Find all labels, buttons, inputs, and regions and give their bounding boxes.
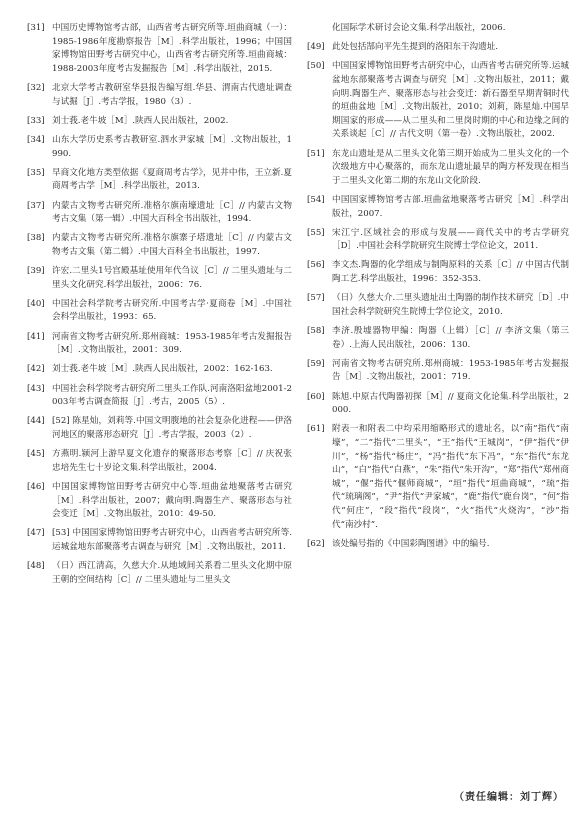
reference-text: 化国际学术研讨会论文集.科学出版社，2006. — [332, 23, 506, 33]
reference-number: [51] — [307, 148, 325, 159]
reference-item — [27, 200, 292, 227]
reference-text: 李文杰.陶器的化学组成与制陶原料的关系［C］// 中国古代制陶工艺.科学出版社，1996：352-353. — [332, 260, 569, 285]
reference-number: [58] — [307, 326, 325, 337]
reference-number: [46] — [27, 481, 45, 492]
reference-text: [52] 陈星灿，刘莉等.中国文明腹地的社会复杂化进程——伊洛河地区的聚落形态研究［J］.考古学报，2003（2）. — [52, 416, 292, 440]
reference-number: [31] — [27, 23, 45, 33]
reference-text: 刘士莪.老牛坡［M］.陕西人民出版社，2002. — [52, 115, 229, 126]
right-column — [307, 22, 569, 557]
reference-text: 河南省文物考古研究所.郑州商城：1953-1985年考古发掘报告［M］.文物出版社，2001：719. — [332, 358, 569, 383]
reference-text: 河南省文物考古研究所.郑州商城：1953-1985年考古发掘报告［M］.文物出版社，2001：309. — [52, 331, 292, 356]
reference-item — [307, 292, 569, 319]
reference-text: （日）久慈大介.二里头遗址出土陶器的制作技术研究［D］.中国社会科学院研究生院博士学位论文，2010. — [332, 293, 569, 317]
reference-text: 中国社会科学院考古研究所.中国考古学·夏商卷［M］.中国社会科学出版社，1993：65. — [52, 298, 292, 323]
reference-number: [39] — [27, 266, 45, 277]
reference-text: 早商文化地方类型依据《夏商周考古学》，见井中伟，王立新.夏商周考古学［M］.科学出版社，2013. — [52, 167, 292, 192]
reference-number: [60] — [307, 391, 325, 402]
reference-number: [37] — [27, 200, 45, 211]
reference-item — [307, 148, 569, 189]
reference-text: 中国国家博物馆田野考古研究中心等.垣曲盆地聚落考古研究［M］.科学出版社，2007；戴向明.陶器生产、聚落形态与社会变迁［M］.文物出版社，2010：49-50. — [52, 481, 292, 520]
reference-item — [27, 448, 292, 475]
reference-number: [45] — [27, 449, 45, 460]
reference-text: 内蒙古文物考古研究所.准格尔旗寨子塔遗址［C］// 内蒙古文物考古文集（第二辑）.中国大百科全书出版社，1997. — [52, 233, 292, 257]
reference-text: 李济.殷墟器物甲编：陶器（上辑）［C］// 李济文集（第三卷）.上海人民出版社，2006：130. — [332, 326, 569, 350]
reference-text: 山东大学历史系考古教研室.泗水尹家城［M］.文物出版社，1990. — [52, 134, 292, 159]
reference-item — [307, 41, 569, 55]
reference-number: [56] — [307, 260, 325, 271]
reference-number: [42] — [27, 364, 45, 375]
reference-text: 东龙山遗址是从二里头文化第三期开始成为二里头文化的一个次级地方中心聚落的，而东龙山遗址最早的陶方杯发现在相当于二里头文化第二期的东龙山文化阶段. — [332, 148, 569, 186]
reference-number: [32] — [27, 82, 45, 93]
reference-number: [62] — [307, 538, 325, 549]
reference-number: [33] — [27, 115, 45, 126]
reference-text: 刘士莪.老牛坡［M］.陕西人民出版社，2002：162-163. — [52, 364, 273, 375]
reference-text: 此处包括郜向平先生提到的洛阳东干沟遗址. — [332, 42, 499, 53]
reference-number: [54] — [307, 194, 325, 205]
reference-item — [27, 22, 292, 76]
reference-number: [44] — [27, 416, 45, 427]
reference-text: 陈旭.中原古代陶器初探［M］// 夏商文化论集.科学出版社，2000. — [332, 391, 569, 416]
editor-note: （责任编辑：刘丁辉） — [454, 792, 564, 803]
reference-text: 附表一和附表二中均采用缩略形式的遗址名，以“南”指代“南壕”，“二”指代“二里头”，“王”指代“王城岗”，“伊”指代“伊川”，“杨”指代“杨庄”，“冯”指代“东下冯”，“东”指代“东龙山”，“白”指代“白燕”，“朱”指代“朱开沟”，“郑”指代“郑州商城”，“偃”指代“偃师商城”，“垣”指代“垣曲商城”，“琉”指代“琉璃阁”，“尹”指代“尹家城”，“鹿”指代“鹿台岗”，“何”指代“何庄”，“段”指代“段岗”，“火”指代“火烧沟”，“沙”指代“南沙村”. — [332, 424, 569, 530]
reference-text: 方燕明.颍河上游早夏文化遗存的聚落形态考察［C］// 庆祝张忠培先生七十岁论文集.科学出版社，2004. — [52, 449, 292, 473]
reference-item — [307, 423, 569, 532]
reference-text: 中国历史博物馆考古部，山西省考古研究所等.垣曲商城（一）：1985-1986年度勘察报告［M］.科学出版社，1996；中国国家博物馆田野考古研究中心，山西省考古研究所等.垣曲商城：1988-2003年度考古发掘报告［M］.科学出版社，2015. — [52, 23, 292, 74]
reference-item — [27, 265, 292, 292]
reference-item — [27, 115, 292, 129]
reference-item — [27, 331, 292, 358]
reference-number: [41] — [27, 331, 45, 342]
reference-number: [59] — [307, 358, 325, 369]
reference-item — [27, 363, 292, 377]
reference-item — [27, 481, 292, 522]
reference-item — [307, 60, 569, 142]
reference-item — [27, 167, 292, 194]
reference-number: [35] — [27, 167, 45, 178]
reference-item — [27, 298, 292, 325]
reference-item — [307, 538, 569, 552]
reference-number: [34] — [27, 134, 45, 145]
reference-number: [43] — [27, 383, 45, 394]
reference-item — [27, 383, 292, 410]
reference-number: [48] — [27, 561, 45, 572]
reference-item — [307, 358, 569, 385]
reference-number: [55] — [307, 227, 325, 238]
reference-item — [27, 560, 292, 587]
reference-text: 内蒙古文物考古研究所.准格尔旗南壕遗址［C］// 内蒙古文物考古文集（第一辑）.中国大百科全书出版社，1994. — [52, 200, 292, 225]
reference-text: 中国国家博物馆田野考古研究中心，山西省考古研究所等.运城盆地东部聚落考古调查与研究［M］.文物出版社，2011；戴向明.陶器生产、聚落形态与社会变迁：新石器至早期青铜时代的垣曲盆地［M］.文物出版社，2010；刘莉，陈星灿.中国早期国家的形成——从二里头和二里岗时期的中心和边缘之间的关系谈起［C］// 古代文明（第一卷）.文物出版社，2002. — [332, 61, 569, 140]
reference-number: [40] — [27, 298, 45, 309]
reference-text: [53] 中国国家博物馆田野考古研究中心，山西省考古研究所等.运城盆地东部聚落考古调查与研究［M］.文物出版社，2011. — [52, 528, 292, 552]
reference-item — [27, 82, 292, 109]
reference-text: 北京大学考古教研室华县报告编写组.华县、渭南古代遗址调查与试掘［J］.考古学报，1980（3）. — [52, 82, 292, 107]
reference-item — [307, 391, 569, 418]
reference-item — [307, 259, 569, 286]
reference-text: 中国社会科学院考古研究所二里头工作队.河南洛阳盆地2001-2003年考古调查简报［J］.考古，2005（5）. — [52, 383, 292, 408]
reference-item — [307, 325, 569, 352]
reference-number: [50] — [307, 61, 325, 72]
reference-text: 许宏.二里头1号宫殿基址使用年代刍议［C］// 二里头遗址与二里头文化研究.科学出版社，2006：76. — [52, 266, 292, 290]
reference-item — [27, 415, 292, 442]
reference-item — [27, 134, 292, 161]
reference-number: [38] — [27, 233, 45, 244]
reference-number: [47] — [27, 528, 45, 539]
reference-text: （日）西江清高，久慈大介.从地域间关系看二里头文化期中原王朝的空间结构［C］// 二里头遗址与二里头文 — [52, 561, 292, 585]
reference-text: 宋江宁.区域社会的形成与发展——商代关中的考古学研究［D］.中国社会科学院研究生院博士学位论文，2011. — [332, 227, 569, 252]
reference-text: 该处编号指的《中国彩陶图谱》中的编号. — [332, 538, 490, 549]
reference-item — [27, 232, 292, 259]
reference-item — [27, 527, 292, 554]
reference-number: [61] — [307, 424, 325, 435]
reference-item — [307, 22, 569, 36]
reference-item — [307, 194, 569, 221]
reference-number: [57] — [307, 293, 325, 304]
left-column — [27, 22, 292, 593]
reference-item — [307, 227, 569, 254]
reference-number: [49] — [307, 42, 325, 53]
reference-text: 中国国家博物馆考古部.垣曲盆地聚落考古研究［M］.科学出版社，2007. — [332, 194, 569, 219]
